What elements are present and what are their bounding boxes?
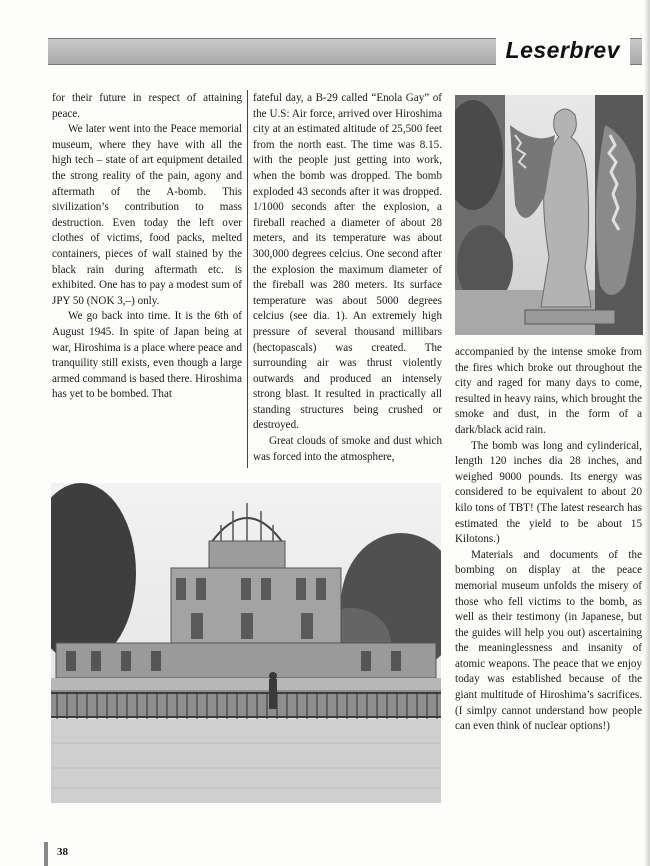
section-title: Leserbrev: [496, 35, 630, 65]
paragraph: fateful day, a B-29 called “Enola Gay” of the U.S: Air force, arrived over Hiroshima city at an estimated altitude of 25,500 feet from the north east. The time was 8.15. with the people just getting into work, when the bomb was dropped. The bomb exploded 43 seconds after it was dropped. 1/1000 seconds after the explosion, a fireball reached a diameter of about 28 meters, and its temperature was about 300,000 degrees celcius. One second after the explosion the maximum diameter of the fireball was 280 meters. Its surface temperature was about 5000 degrees celcius (see dia. 1). An extremely high pressure of several thousand millibars (hectopascals) was created. The surrounding air was thrust violently outwards and produced an intensely strong blast. It resulted in practically all standing structures being crushed or destroyed.: [253, 92, 442, 432]
page-edge-shadow: [644, 0, 650, 866]
text-column-3: [455, 345, 642, 735]
page-number: 38: [57, 846, 68, 858]
paragraph: We go back into time. It is the 6th of August 1945. In spite of Japan being at war, Hiroshima is a place where peace and tranquility still exists, even though a large armed command is based there. Hiroshima has yet to be bombed. That: [52, 310, 242, 401]
page-number-bar: [44, 842, 48, 866]
paragraph: The bomb was long and cylinderical, length 120 inches dia 28 inches, and weighed 9000 pounds. Its energy was considered to be equivalent to about 20 kilo tons of TBT! (The latest research has estimated the yield to be about 15 Kilotons.): [455, 439, 642, 546]
paragraph: Materials and documents of the bombing on display at the peace memorial museum unfolds the misery of those who fell victims to the bomb, as well as their testimony (in Japanese, but the guides will help you out) ascertaining the meaninglessness and insanity of atomic weapons. The peace that we enjoy today was established because of the giant multitude of Hiroshima’s sacrifices. (I simlpy cannot understand how people can even think of nuclear options!): [455, 548, 642, 733]
statue-photo: [455, 95, 643, 335]
text-column-2: [253, 91, 442, 465]
paragraph: We later went into the Peace memorial museum, where they have with all the high tech – state of art equipment detailed the strong reality of the pain, agony and aftermath of the A-bomb. This sivilization’s contribution to mass destruction. Even today the left over clothes of victims, food packs, melted containers, pieces of wall stained by the black rain during aftermath etc. is exhibited. One has to pay a modest sum of JPY 50 (NOK 3,–) only.: [52, 123, 242, 307]
paragraph: Great clouds of smoke and dust which was forced into the atmosphere,: [253, 435, 442, 463]
atomic-dome-photo: [51, 483, 441, 803]
column-divider: [247, 90, 248, 468]
paragraph: accompanied by the intense smoke from the fires which broke out throughout the city and raged for many days to come, resulted in heavy rains, which brought the smoke and dust, in the form of a dark/black acid rain.: [455, 346, 642, 436]
text-column-1: [52, 91, 242, 403]
paragraph: for their future in respect of attaining peace.: [52, 92, 242, 120]
section-header-bar: [48, 38, 642, 65]
